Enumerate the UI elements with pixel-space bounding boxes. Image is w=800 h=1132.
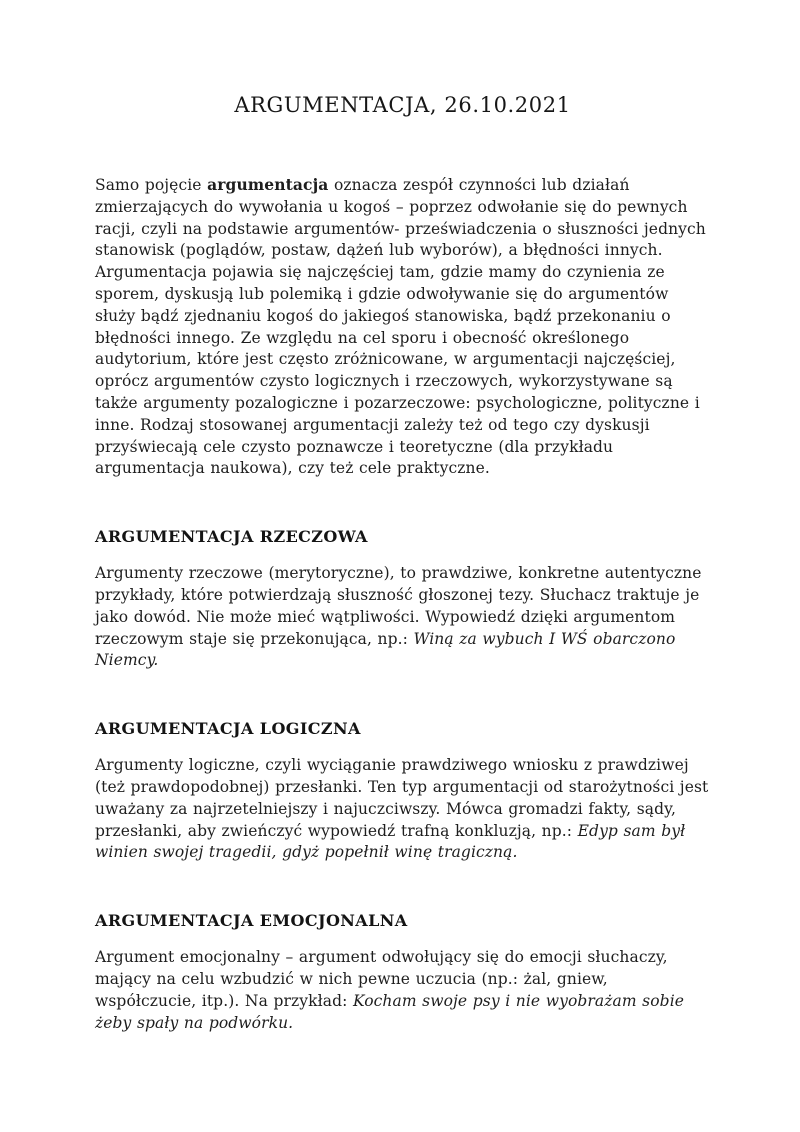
section-argumentacja-emocjonalna — [95, 910, 710, 1034]
section-argumentacja-rzeczowa — [95, 526, 710, 672]
document-title: ARGUMENTACJA, 26.10.2021 — [234, 93, 571, 117]
intro-text-prefix: Samo pojęcie — [95, 176, 208, 194]
section-heading-logiczna: ARGUMENTACJA LOGICZNA — [95, 719, 361, 739]
section-body-text: Argument emocjonalny – argument odwołujący się do emocji słuchaczy, mający na celu wzbudzić w nich pewne uczucia (np.: żal, gniew, współczucie, itp.). Na przykład: — [95, 948, 668, 1010]
section-paragraph-logiczna — [95, 755, 710, 864]
section-body-text: Argumenty rzeczowe (merytoryczne), to prawdziwe, konkretne autentyczne przykłady, które potwierdzają słuszność głoszonej tezy. Słuchacz traktuje je jako dowód. Nie może mieć wątpliwości. Wypowiedź dzięki argumentom rzeczowym staje się przekonująca, np.: — [95, 564, 702, 648]
section-example-text: Kocham swoje psy i nie wyobrażam sobie żeby spały na podwórku. — [95, 991, 685, 1032]
section-paragraph-rzeczowa — [95, 563, 710, 672]
intro-bold-term: argumentacja — [207, 175, 329, 194]
section-example-text: Winą za wybuch I WŚ obarczono Niemcy. — [95, 629, 676, 670]
section-example-text: Edyp sam był winien swojej tragedii, gdyż popełnił winę tragiczną. — [95, 821, 686, 862]
section-heading-rzeczowa: ARGUMENTACJA RZECZOWA — [95, 527, 368, 547]
section-heading-emocjonalna: ARGUMENTACJA EMOCJONALNA — [95, 911, 408, 931]
intro-text-rest: oznacza zespół czynności lub działań zmierzających do wywołania u kogoś – poprzez odwołanie się do pewnych racji, czyli na podstawie argumentów- przeświadczenia o słuszności jednych stanowisk (poglądów, postaw, dążeń lub wyborów), a błędności innych. Argumentacja pojawia się najczęściej tam, gdzie mamy do czynienia ze sporem, dyskusją lub polemiką i gdzie odwoływanie się do argumentów służy bądź zjednaniu kogoś do jakiegoś stanowiska, bądź przekonaniu o błędności innego. Ze względu na cel sporu i obecność określonego audytorium, które jest często zróżnicowane, w argumentacji najczęściej, oprócz argumentów czysto logicznych i rzeczowych, wykorzystywane są także argumenty pozalogiczne i pozarzeczowe: psychologiczne, polityczne i inne. Rodzaj stosowanej argumentacji zależy też od tego czy dyskusji przyświecają cele czysto poznawcze i teoretyczne (dla przykładu argumentacja naukowa), czy też cele praktyczne. — [95, 176, 706, 478]
section-paragraph-emocjonalna — [95, 947, 710, 1034]
section-argumentacja-logiczna — [95, 718, 710, 864]
section-body-text: Argumenty logiczne, czyli wyciąganie prawdziwego wniosku z prawdziwej (też prawdopodobnej) przesłanki. Ten typ argumentacji od starożytności jest uważany za najrzetelniejszy i najuczciwszy. Mówca gromadzi fakty, sądy, przesłanki, aby zwieńczyć wypowiedź trafną konkluzją, np.: — [95, 756, 709, 840]
intro-paragraph — [95, 174, 710, 480]
